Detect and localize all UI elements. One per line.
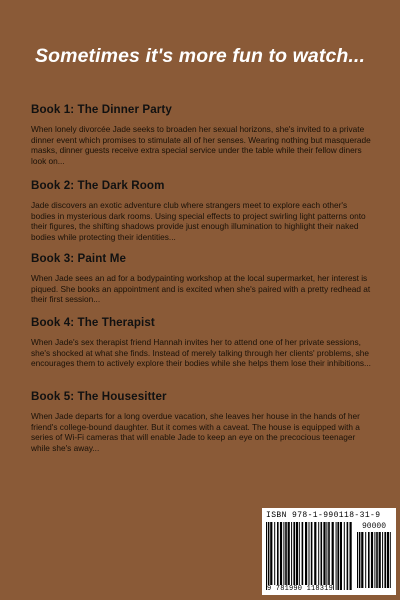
book-2-title: Book 2: The Dark Room (31, 179, 165, 192)
barcode-bar (268, 522, 270, 590)
barcode-bar (321, 522, 323, 590)
book-1-section (31, 103, 371, 166)
barcode-bar (376, 532, 378, 588)
barcode-bar (368, 532, 370, 588)
book-5-section (31, 390, 371, 453)
barcode-bar (305, 522, 307, 590)
barcode-bar (347, 522, 349, 590)
barcode-bar (357, 532, 358, 588)
book-3-description: When Jade sees an ad for a bodypainting workshop at the local supermarket, her interest is piqued. She books an appointment and is excited when she's paired with a pretty redhead at their first session... (31, 273, 371, 305)
barcode-bar (293, 522, 295, 590)
barcode-bar (280, 522, 282, 590)
barcode-bar (337, 522, 339, 590)
book-4-description: When Jade's sex therapist friend Hannah invites her to attend one of her private sessions, she's shocked at what she finds. Instead of merely talking through her clients' problems, she encourages them to actively explore their bodies while she helps them lose their inhibitions... (31, 337, 371, 369)
barcode-bar (390, 532, 391, 588)
barcode-bar (311, 522, 313, 590)
barcode-bar (328, 522, 330, 590)
addon-number: 90000 (361, 522, 386, 531)
isbn-label: ISBN 978-1-990118-31-9 (266, 511, 381, 520)
barcode-bar (326, 522, 327, 590)
barcode-bar (274, 522, 275, 590)
barcode-bar (270, 522, 272, 590)
barcode-bar (318, 522, 319, 590)
tagline: Sometimes it's more fun to watch... (35, 45, 365, 67)
barcode-bar (314, 522, 316, 590)
book-2-section (31, 179, 371, 242)
barcode-bar (374, 532, 375, 588)
barcode-addon (357, 522, 391, 593)
barcode-bar (285, 522, 287, 590)
barcode-addon-bars (357, 532, 391, 588)
book-3-title: Book 3: Paint Me (31, 252, 127, 265)
book-2-description: Jade discovers an exotic adventure club where strangers meet to explore each other's bodies in mysterious dark rooms. Using special effects to project swirling light patterns onto their figures, the shifting shadows provide just enough illumination to highlight their naked bodies while protecting their identities... (31, 200, 366, 242)
barcode-bar (309, 522, 310, 590)
barcode-bar (350, 522, 352, 590)
barcode-bar (365, 532, 366, 588)
barcode-bar (340, 522, 342, 590)
barcode-bar (344, 522, 345, 590)
barcode-bar (361, 532, 363, 588)
barcode-bar (384, 532, 386, 588)
book-4-title: Book 4: The Therapist (31, 316, 155, 329)
book-3-section (31, 252, 371, 305)
book-1-description: When lonely divorcée Jade seeks to broaden her sexual horizons, she's invited to a private dinner event which promises to stimulate all of her senses. Wearing nothing but masquerade masks, dinner guests receive extra special service under the table while their fellow diners look on... (31, 124, 371, 166)
book-4-section (31, 316, 371, 369)
barcode-bar (291, 522, 292, 590)
barcode-bar (296, 522, 298, 590)
barcode-bar (382, 532, 383, 588)
barcode-bar (379, 532, 381, 588)
book-1-title: Book 1: The Dinner Party (31, 103, 172, 116)
barcode-bar (266, 522, 267, 590)
barcode-bar (371, 532, 373, 588)
barcode-bar (299, 522, 300, 590)
barcode-bar (323, 522, 325, 590)
book-5-title: Book 5: The Housesitter (31, 390, 167, 403)
barcode-bar (283, 522, 284, 590)
isbn-barcode (262, 508, 396, 595)
ean-digits: 9 781990 118319 (267, 585, 334, 593)
barcode-bar (387, 532, 389, 588)
barcode-bar (332, 522, 334, 590)
barcode-bar (359, 532, 361, 588)
barcode-bar (336, 522, 337, 590)
barcode-bar (277, 522, 279, 590)
barcode-bar (302, 522, 304, 590)
barcode-main-bars (266, 522, 354, 590)
book-5-description: When Jade departs for a long overdue vacation, she leaves her house in the hands of her friend's college-bound daughter. But it comes with a caveat. The house is equipped with a series of Wi-Fi cameras that will enable Jade to keep an eye on the precocious teenager while she's away... (31, 411, 360, 453)
barcode-bar (288, 522, 290, 590)
